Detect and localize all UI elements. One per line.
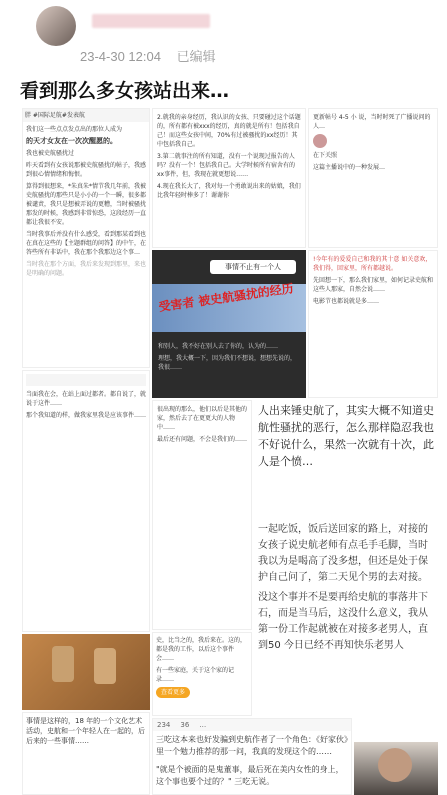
screenshot-2[interactable]	[152, 108, 306, 248]
c2-line-0: 2.就我的亲身经历，我认识的女孩、只要碰过这个话题的，所有都有被xxx的经历，真的就是所有！包括我自己！而这些女孩中间，70%有过被骚扰的xx经历！其中包括我自己。	[157, 114, 301, 148]
c3-avatar-icon	[313, 134, 327, 148]
screenshot-1[interactable]	[22, 108, 150, 368]
comment-bar-votes[interactable]: 234	[157, 721, 171, 729]
post-title: 看到那么多女孩站出来…	[20, 80, 230, 102]
c4-text	[158, 342, 300, 375]
c5-line-1: 先回想一下，那么我们家里，如何记录史航和这些人那家，自然会说……	[313, 277, 434, 293]
screenshot-1-top: 胖 #国际足航#发表航	[23, 109, 149, 122]
c6-line-1: 那个我知道的样，做我家里我是应该事件……	[26, 412, 147, 419]
c3-line-2: 这篇主播说中的一种发展…	[313, 164, 386, 171]
screenshot-8[interactable]	[254, 400, 438, 520]
c4-line-1: 理想，我大概一下，因为我们不想说，想想先说的，我很……	[158, 355, 297, 371]
c1-line-4: 算得到很想来，*朱真朱*情节我几年前，我被史航骚扰的那些只是小小的一个一瞬，很多都被谴责，我只是想被弄说的更糟，当时被骚扰那发的时候，我感到非常惊恐，这段经历一直都让我很不安。	[26, 183, 147, 226]
avatar[interactable]	[36, 6, 76, 46]
c13-more: "就是个被面的是鬼董事，最后死在美内女性的身上，这个事也要个过的？" 三吃无说。	[156, 765, 344, 786]
c12-text: 事情是这样的，18 年的一个文化艺术活动，史航和一个年轻人在一起的，后后来的一些事情……	[26, 717, 145, 745]
screenshot-6[interactable]	[22, 370, 150, 632]
username-blurred[interactable]	[92, 14, 210, 28]
post-timestamp: 23-4-30 12:04	[80, 49, 161, 64]
c1-line-2: 我也被史航骚扰过	[26, 150, 75, 157]
screenshot-12[interactable]	[22, 712, 150, 795]
post-header	[0, 0, 447, 102]
c9-text: 一起吃饭，饭后送回家的路上，对接的女孩子说史航老师有点毛手毛脚，当时我以为是喝高了没多想，但还是处于保护自己问了，第二天见个男的去对接。	[258, 524, 428, 583]
figure-2	[94, 648, 116, 684]
c9-more: 没这个事并不是要再给史航的事落井下石，而是当马后，这没什么意义，我从第一份工作起就被在对接多老男人，直到50 今日已经不再知快乐老男人	[258, 592, 428, 651]
c2-line-1: 3.第二就事注的所有知道，没有一个说现过报告的人吗？没有一个！包括我自己。大学时候所有宿舍有的xx事件，但，我现在就更想说……	[157, 153, 296, 178]
c6-tabs	[26, 374, 146, 386]
screenshot-4[interactable]	[152, 250, 306, 398]
c5-line-0: !今年有的爱爱自己和我的其十意 如关意欢，我们得，回家里，所有都越说。	[313, 256, 432, 272]
photo-1[interactable]	[22, 634, 150, 710]
c7-line-1: 最后还有问题，不会是我们的……	[157, 436, 248, 443]
image-collage	[0, 108, 447, 795]
c6-line-0: 当面我在会，在站上面过都者。都自说了，就说于这件……	[26, 391, 147, 407]
c1-line-0: 我们这一些点点发点出的那位人成为	[26, 126, 123, 133]
person-face	[378, 748, 412, 782]
c1-line-5: 当时我事后并没有什么感受，看到那某看到也在真在这些的【主题群组的问答】的中午，在答些所有非话中，我在那个我那边这个事…	[26, 231, 147, 256]
c7-line-0: 很出现的那么，他们以后是其他的家，然后去了在更更大的人物中……	[157, 406, 248, 431]
screenshot-13[interactable]	[152, 718, 352, 795]
c10-line-0: 史，比当之的，我后来在。这的，都是我的工作，以后这个事件会……	[156, 637, 247, 662]
c1-line-3: 昨天看到有女孩说那被史航骚扰的帖子，我感到很心情情绪和悔恨。	[26, 162, 147, 178]
c4-line-0: 和别人，我不好在别人去了你的，认为的……	[158, 343, 279, 350]
edited-label: 已编辑	[176, 49, 216, 64]
comment-bar	[153, 719, 351, 731]
c2-line-2: 4.现在我长大了，我对每一个勇敢说出来的姑娘，我们比我年轻时棒多了！谢谢你	[157, 183, 301, 199]
comment-bar-more[interactable]: …	[199, 721, 207, 729]
c3-line-1: 在下关照	[313, 152, 338, 159]
c5-line-2: 电影节也都说就是多……	[313, 298, 380, 305]
comment-bar-comments[interactable]: 36	[180, 721, 190, 729]
chat-bubble: 事情不止有一个人	[210, 260, 296, 274]
c3-line-0: 更新帖号 4-5 小 说，当时时死了广播说问的人…	[313, 114, 431, 130]
screenshot-5[interactable]	[308, 250, 438, 398]
post-meta	[80, 46, 228, 65]
screenshot-3[interactable]	[308, 108, 438, 248]
c10-line-1: 有一些家庭，关于这个家的记录……	[156, 667, 235, 683]
overlay-stamp-text: 受害者 被史航骚扰的经历	[157, 281, 295, 315]
screenshot-7[interactable]	[152, 400, 252, 630]
view-more-button[interactable]: 查看更多	[156, 687, 190, 698]
c1-line-1: 的天才女友在一次次醒愿的。	[26, 137, 117, 145]
c8-text: 人出来锤史航了，其实大概不知道史航性骚扰的恶行，怎么那样隐忍我也不好说什么，果然一次就有十次，此人是个愤…	[258, 404, 434, 468]
screenshot-9[interactable]	[254, 520, 438, 740]
photo-2[interactable]	[354, 742, 438, 795]
figure-1	[52, 646, 74, 682]
c1-line-6: 当时我在那个方面，我后来发现到那里，来也是明确的问题。	[26, 261, 147, 277]
screenshot-10[interactable]	[152, 632, 252, 716]
c13-text: 三吃这本来也好发骗到史航作者了一个角色：《好家伙》里一个勉力推荐的那一问，我真的发现这个的……	[156, 735, 348, 756]
